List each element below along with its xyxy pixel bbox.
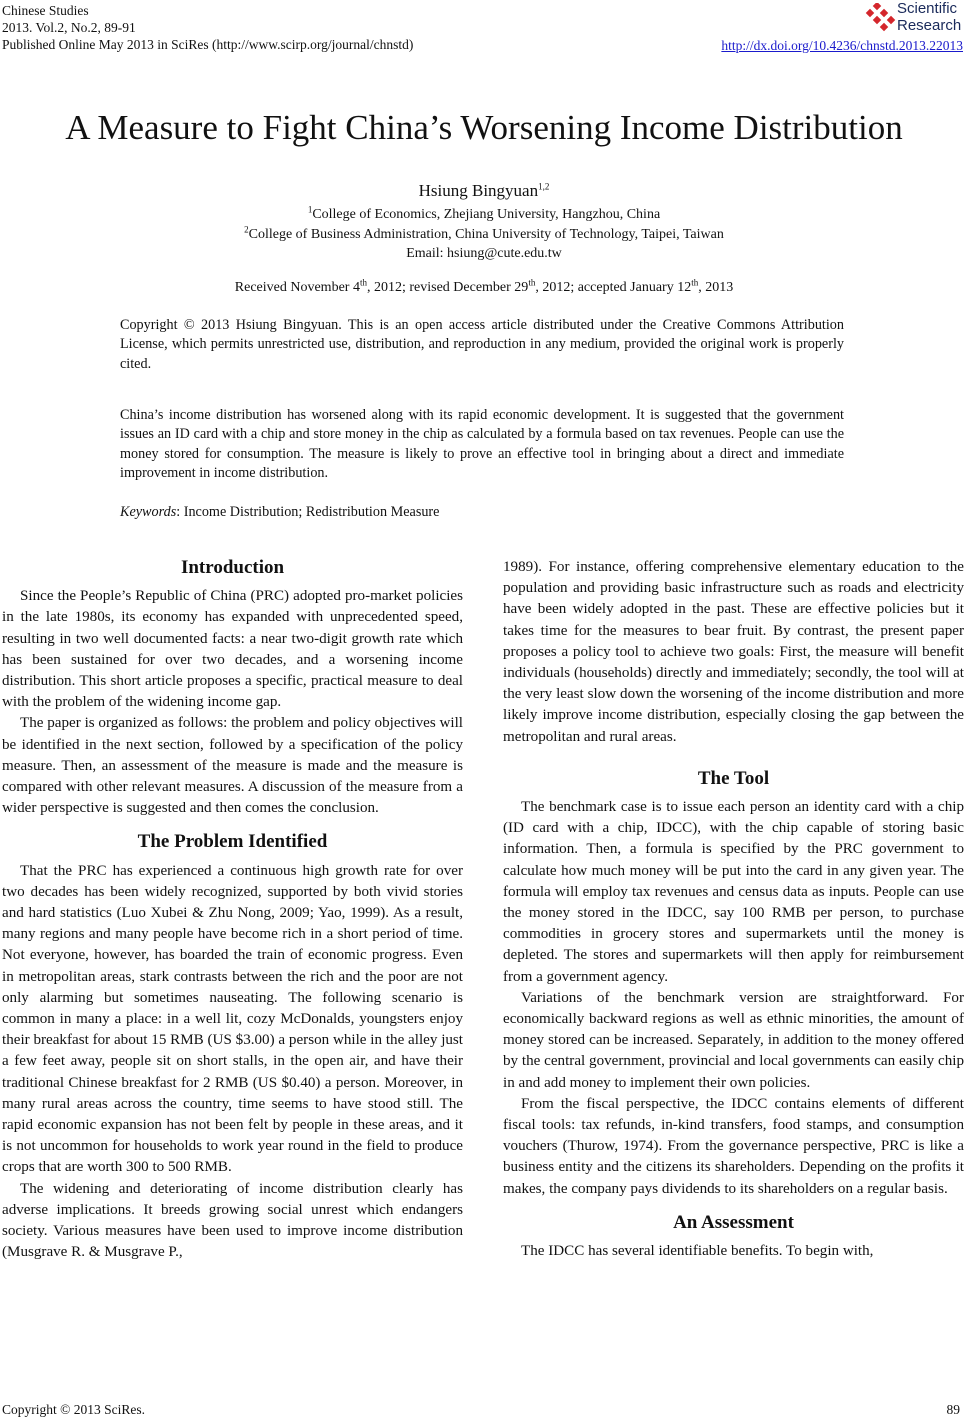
paragraph: Variations of the benchmark version are straightforward. For economically backward regions as well as ethnic minorities, the amount of money stored can be increased. Separately, in addition to the money offered by the central government, provincial and local governments can easily chip in and add money to implement their own policies. — [503, 989, 964, 1091]
journal-name: Chinese Studies — [2, 3, 89, 18]
heading-problem-identified: The Problem Identified — [137, 831, 328, 853]
keywords-list: : Income Distribution; Redistribution Measure — [176, 504, 440, 520]
affiliation-1: $^1$College of Economics, Zhejiang University, Hangzhou, China — [307, 204, 661, 222]
logo-line-1: Scientific — [897, 0, 958, 17]
paragraph: Since the People’s Republic of China (PRC) adopted pro-market policies in the late 1980s, its economy has expanded with unprecedented speed, resulting in two well documented facts: a near two-digit growth rate which has been sustained for over two decades, and a worsening income distribution. This short article proposes a specific, practical measure to deal with the problem of the widening income gap. — [2, 588, 463, 711]
heading-introduction: Introduction — [180, 557, 285, 578]
paragraph: 1989). For instance, offering comprehensive elementary education to the population and providing basic infrastructure such as roads and electricity have been widely adopted in the past. These are effective policies but it takes time for the measures to bear fruit. By contrast, the present paper proposes a policy tool to achieve two goals: First, the measure will benefit individuals (households) directly and immediately; secondly, the tool will at the very least slow down the worsening of the income distribution and more likely improve income distribution, especially closing the gap between the metropolitan and rural areas. — [503, 559, 964, 745]
scirp-logo-icon — [864, 3, 896, 33]
keywords — [120, 504, 439, 521]
doi-link[interactable]: http://dx.doi.org/10.4236/chnstd.2013.22013 — [721, 38, 963, 53]
journal-volume: 2013. Vol.2, No.2, 89-91 — [2, 20, 136, 35]
abstract: China’s income distribution has worsened along with its rapid economic development. It is suggested that the government issues an ID card with a chip and store money in the chip as calculated by a formula based on tax revenues. People can use the money stored for consumption. The measure is likely to prove an effective tool in bringing about a direct and immediate improvement in income distribution. — [120, 407, 844, 482]
right-column — [503, 557, 964, 1262]
paragraph: That the PRC has experienced a continuous high growth rate for over two decades has been widely recognized, supported by both vivid stories and hard statistics (Luo Xubei & Zhu Nong, 2009; Yao, 1999). As a result, many regions and many people have become rich in a short period of time. Not everyone, however, has boarded the train of economic progress. Even in metropolitan areas, stark contrasts between the rich and the poor are not only alarming but sometimes nauseating. The following scenario is common in many a place: in a well lit, cozy McDonalds, youngsters enjoy their breakfast for about 15 RMB (US $3.00) a person while in the alley just a few feet away, people sit on short stalls, in the open air, and have their traditional Chinese breakfast for 2 RMB (US $0.40) a person. Moreover, in many rural areas across the country, time seems to have stood still. The rapid economic expansion has not been felt by people in these areas, and it is not uncommon for households to work year round in the field to produce crops that are worth 300 to 500 RMB. — [2, 862, 463, 1176]
author-email: Email: hsiung@cute.edu.tw — [406, 246, 562, 261]
paragraph: From the fiscal perspective, the IDCC contains elements of different fiscal tools: tax refunds, in-kind transfers, food stamps, and consumption vouchers (Thurow, 1974). From the governance perspective, PRC is like a business entity and the citizens its shareholders. Depending on the profits it makes, the company pays dividends to its shareholders on a regular basis. — [503, 1095, 964, 1197]
scirp-logo — [864, 0, 964, 36]
heading-the-tool: The Tool — [697, 767, 770, 789]
publication-info: Published Online May 2013 in SciRes (http://www.scirp.org/journal/chnstd) — [2, 37, 414, 52]
paper-title: A Measure to Fight China’s Worsening Income Distribution — [65, 108, 903, 147]
affiliation-2: $^2$College of Business Administration, China University of Technology, Taipei, Taiwan — [244, 224, 724, 242]
paragraph: The benchmark case is to issue each person an identity card with a chip (ID card with a chip, IDCC), with the chip capable of storing basic information. Then, a formula is specified by the PRC government to calculate how much money will be put into the card in any given year. The formula will employ tax revenues and census data as inputs. People can use the money stored in the IDCC, say 100 RMB per person, to purchase commodities in grocery stores and supermarkets until the money is depleted. The stores and supermarkets will then apply for reimbursement from a government agency. — [503, 799, 964, 985]
received-dates: Received November 4th, 2012; revised December 29th, 2012; accepted January 12th, 2013 — [234, 277, 734, 295]
footer-copyright: Copyright © 2013 SciRes. — [2, 1402, 146, 1417]
running-header — [2, 2, 413, 53]
logo-line-2: Research — [897, 17, 962, 34]
author-sup: 1,2 — [538, 181, 550, 192]
author-name: Hsiung Bingyuan$^{1,2}$ — [418, 181, 550, 200]
page-number: 89 — [946, 1402, 960, 1417]
left-column — [2, 557, 463, 1264]
keywords-label: Keywords — [120, 504, 177, 520]
paragraph: The IDCC has several identifiable benefits. To begin with, — [521, 1243, 874, 1260]
paragraph: The paper is organized as follows: the problem and policy objectives will be identified in the next section, followed by a specification of the policy measure. Then, an assessment of the measure is made and the measure is compared with other relevant measures. A discussion of the measure from a wider perspective is suggested and then comes the conclusion. — [2, 715, 463, 817]
paragraph: The widening and deteriorating of income distribution clearly has adverse implications. It breeds growing social unrest which endangers society. Various measures have been used to improve income distribution (Musgrave R. & Musgrave P., — [2, 1180, 463, 1261]
heading-an-assessment: An Assessment — [673, 1211, 794, 1233]
copyright-notice: Copyright © 2013 Hsiung Bingyuan. This is an open access article distributed under the Creative Commons Attribution License, which permits unrestricted use, distribution, and reproduction in any medium, provided the original work is properly cited. — [120, 317, 844, 372]
